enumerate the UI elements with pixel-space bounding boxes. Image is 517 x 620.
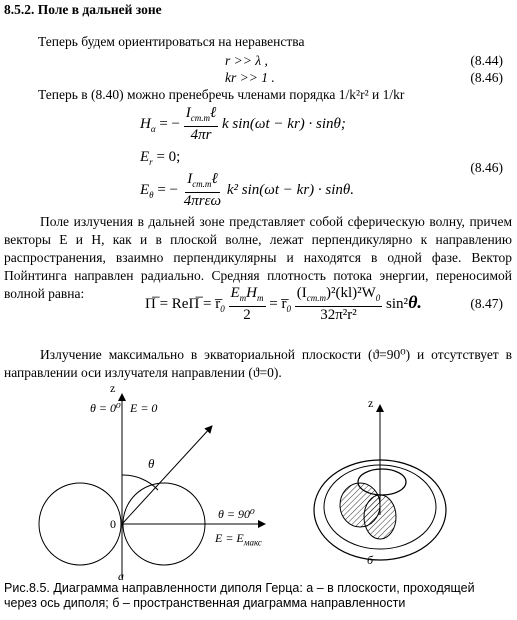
eq-p-f1-sub1: m	[239, 293, 247, 303]
fig-a-emax-sub: макс	[243, 537, 262, 548]
equation-poynting	[145, 286, 422, 323]
eq-p-f2-den: 32π²r²	[320, 307, 357, 323]
paragraph-1: Поле излучения в дальней зоне представляет собой сферическую волну, причем векторы E и H, как и в плоской волне, лежат перпендикулярно к направлению распространения, взаимно перпендикулярны и находятся в одной фазе. Вектор Пойнтинга направлен радиально. Средняя плотность потока энергии, переносимой волной равна:	[4, 214, 512, 301]
eq-p-f1-den: 2	[243, 307, 251, 323]
eq-et-lhs-sub: θ	[149, 189, 154, 200]
fig-a-e0-label: E = 0	[130, 401, 158, 415]
eq-p-lhs-sub: 0	[220, 303, 225, 314]
fig-a-theta0-label: θ = 0⁰	[90, 401, 121, 415]
eq-et-sign: = −	[157, 181, 179, 198]
eq-p-mid-sub: 0	[286, 303, 291, 314]
eq-p-lhs: Π̅ = ReΠ̅ = r̅	[145, 295, 221, 312]
eq-p-mid: = r̅	[269, 295, 287, 312]
fig-b-right-lobe	[364, 495, 396, 539]
eq-p-f2-num: (I	[296, 285, 307, 301]
eq-number-8-46a: (8.46)	[470, 70, 503, 85]
eq-h-lhs: H	[140, 115, 151, 132]
eq-number-8-47: (8.47)	[470, 296, 503, 311]
eq-p-f2-sub2: 0	[375, 293, 381, 303]
fig-a-theta90-label: θ = 90⁰	[218, 507, 255, 521]
equation-h-alpha	[140, 106, 346, 143]
eq-p-f1-sub2: m	[257, 293, 264, 303]
eq-h-sign: = −	[159, 115, 180, 132]
fig-b-label: б	[367, 553, 374, 567]
fig-a-emax-text: E = E	[215, 531, 244, 545]
eq-h-num-tail: ℓ	[210, 105, 217, 121]
eq-p-f2-tail: )²(kl)²W	[325, 285, 376, 301]
neglect-line: Теперь в (8.40) можно пренебречь членами порядка 1/k²r² и 1/kr	[38, 87, 405, 102]
equation-e-r	[140, 149, 180, 167]
fig-a-diagonal-arrow	[122, 426, 212, 524]
fig-a-label: а	[118, 569, 124, 583]
eq-h-fraction	[184, 106, 219, 143]
eq-p-theta: θ.	[408, 291, 422, 312]
eq-h-tail: k sin(ωt − kr) · sinθ;	[222, 115, 346, 132]
eq-p-tail: sin²	[386, 295, 409, 312]
eq-er-lhs: E	[140, 149, 150, 165]
eq-er-tail: = 0;	[152, 149, 181, 165]
figure-b-diagram	[300, 395, 515, 580]
inequality-2: kr >> 1 .	[225, 70, 275, 85]
fig-b-z-label: z	[368, 396, 374, 410]
eq-p-fraction-1	[229, 286, 266, 323]
eq-p-fraction-2	[295, 286, 383, 323]
section-title: 8.5.2. Поле в дальней зоне	[4, 2, 162, 17]
eq-number-8-46b: (8.46)	[470, 160, 503, 175]
eq-h-den: 4πr	[190, 127, 212, 143]
paragraph-2: Излучение максимально в экваториальной плоскости (ϑ=90⁰) и отсутствует в направлении оси излучателя направлении (ϑ=0).	[4, 347, 512, 380]
eq-p-f2-sub: cm.m	[306, 293, 326, 303]
inequality-1: r >> λ ,	[225, 53, 268, 68]
fig-a-theta-label: θ	[148, 456, 155, 471]
eq-h-lhs-sub: α	[150, 123, 156, 134]
fig-a-z-label: z	[110, 381, 116, 395]
eq-p-f1-num: E	[230, 285, 240, 301]
eq-et-num-tail: ℓ	[211, 171, 218, 187]
eq-et-lhs: E	[140, 181, 150, 198]
eq-number-8-44: (8.44)	[470, 53, 503, 68]
fig-a-origin-label: 0	[110, 517, 116, 531]
equation-e-theta	[140, 172, 354, 209]
intro-text: Теперь будем ориентироваться на неравенства	[38, 34, 305, 49]
fig-a-theta-arc	[122, 475, 158, 490]
fig-a-emax-label	[215, 531, 262, 547]
eq-er-sub: r	[149, 157, 153, 167]
eq-et-num: I	[187, 171, 193, 187]
eq-et-tail: k² sin(ωt − kr) · sinθ.	[226, 181, 355, 198]
eq-h-num-sub: cm.m	[190, 113, 210, 123]
eq-h-num: I	[185, 105, 191, 121]
eq-et-den: 4πrεω	[183, 193, 222, 209]
fig-a-left-lobe	[39, 483, 121, 565]
eq-et-num-sub: cm.m	[192, 179, 212, 189]
eq-et-fraction	[182, 172, 223, 209]
eq-p-f1-mid: H	[246, 285, 258, 301]
figure-caption: Рис.8.5. Диаграмма направленности диполя Герца: а – в плоскости, проходящей через ось диполя; б – пространственная диаграмма направленности	[4, 581, 475, 610]
